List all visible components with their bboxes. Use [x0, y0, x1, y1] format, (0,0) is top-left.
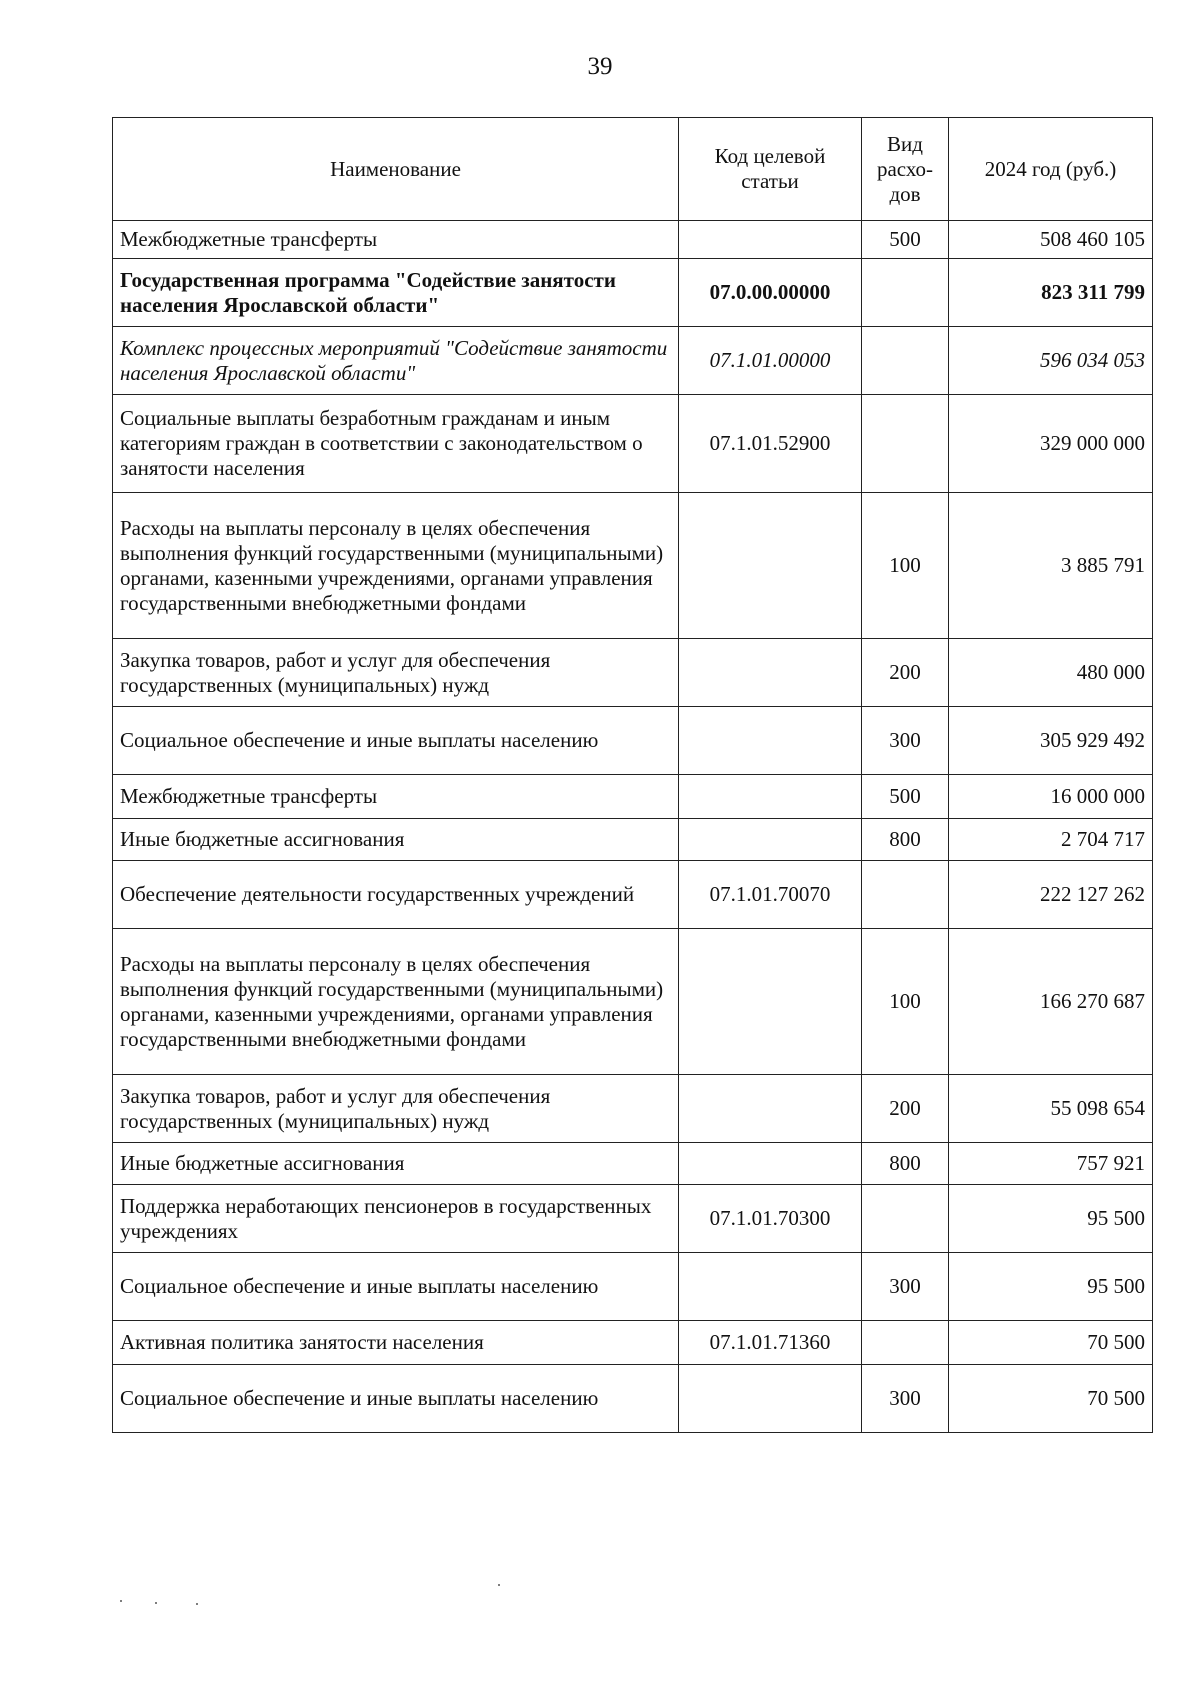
row-name-cell: Межбюджетные трансферты [113, 221, 679, 259]
row-amount-cell: 70 500 [949, 1321, 1153, 1365]
row-type-cell: 300 [862, 1365, 949, 1433]
row-name-cell: Иные бюджетные ассигнования [113, 819, 679, 861]
table-body [113, 221, 1153, 1433]
table-row [113, 639, 1153, 707]
row-amount-cell: 16 000 000 [949, 775, 1153, 819]
table-row [113, 1075, 1153, 1143]
row-type-cell: 500 [862, 775, 949, 819]
row-amount-cell: 757 921 [949, 1143, 1153, 1185]
table-row [113, 929, 1153, 1075]
row-amount-cell: 823 311 799 [949, 259, 1153, 327]
scan-specks [0, 1594, 1200, 1614]
row-amount-cell: 70 500 [949, 1365, 1153, 1433]
row-code-cell [679, 929, 862, 1075]
table-row [113, 1365, 1153, 1433]
row-name-cell: Активная политика занятости населения [113, 1321, 679, 1365]
table-row [113, 221, 1153, 259]
table-row [113, 1321, 1153, 1365]
table-row [113, 395, 1153, 493]
row-code-cell [679, 707, 862, 775]
row-type-cell: 300 [862, 707, 949, 775]
row-code-cell [679, 1075, 862, 1143]
row-code-cell: 07.1.01.00000 [679, 327, 862, 395]
row-name-cell: Иные бюджетные ассигнования [113, 1143, 679, 1185]
row-code-cell [679, 1365, 862, 1433]
table-header-row [113, 118, 1153, 221]
row-code-cell [679, 639, 862, 707]
row-code-cell: 07.0.00.00000 [679, 259, 862, 327]
header-code: Код целевой статьи [679, 118, 862, 221]
table-row [113, 327, 1153, 395]
row-type-cell: 300 [862, 1253, 949, 1321]
row-code-cell: 07.1.01.52900 [679, 395, 862, 493]
row-amount-cell: 480 000 [949, 639, 1153, 707]
row-name-cell: Межбюджетные трансферты [113, 775, 679, 819]
table-row [113, 1253, 1153, 1321]
row-amount-cell: 329 000 000 [949, 395, 1153, 493]
row-name-cell: Закупка товаров, работ и услуг для обеспечения государственных (муниципальных) нужд [113, 639, 679, 707]
row-code-cell: 07.1.01.71360 [679, 1321, 862, 1365]
row-name-cell: Государственная программа "Содействие занятости населения Ярославской области" [113, 259, 679, 327]
row-code-cell [679, 1143, 862, 1185]
row-name-cell: Обеспечение деятельности государственных учреждений [113, 861, 679, 929]
row-amount-cell: 166 270 687 [949, 929, 1153, 1075]
row-amount-cell: 222 127 262 [949, 861, 1153, 929]
row-amount-cell: 2 704 717 [949, 819, 1153, 861]
row-name-cell: Поддержка неработающих пенсионеров в государственных учреждениях [113, 1185, 679, 1253]
row-type-cell: 100 [862, 929, 949, 1075]
table-row [113, 707, 1153, 775]
row-name-cell: Социальное обеспечение и иные выплаты населению [113, 1365, 679, 1433]
row-name-cell: Расходы на выплаты персоналу в целях обеспечения выполнения функций государственными (муниципальными) органами, казенными учреждениями, органами управления государственными внебюджетными фондами [113, 493, 679, 639]
row-amount-cell: 3 885 791 [949, 493, 1153, 639]
row-name-cell: Социальное обеспечение и иные выплаты населению [113, 1253, 679, 1321]
row-type-cell [862, 1321, 949, 1365]
row-name-cell: Расходы на выплаты персоналу в целях обеспечения выполнения функций государственными (муниципальными) органами, казенными учреждениями, органами управления государственными внебюджетными фондами [113, 929, 679, 1075]
row-type-cell [862, 1185, 949, 1253]
row-type-cell: 800 [862, 1143, 949, 1185]
row-type-cell [862, 327, 949, 395]
row-type-cell: 200 [862, 1075, 949, 1143]
row-code-cell [679, 819, 862, 861]
row-code-cell [679, 493, 862, 639]
page-number: 39 [587, 53, 613, 80]
row-type-cell [862, 861, 949, 929]
row-amount-cell: 95 500 [949, 1253, 1153, 1321]
row-amount-cell: 55 098 654 [949, 1075, 1153, 1143]
row-type-cell: 500 [862, 221, 949, 259]
row-amount-cell: 95 500 [949, 1185, 1153, 1253]
table-row [113, 493, 1153, 639]
row-amount-cell: 508 460 105 [949, 221, 1153, 259]
table-row [113, 259, 1153, 327]
row-amount-cell: 596 034 053 [949, 327, 1153, 395]
row-code-cell [679, 775, 862, 819]
header-amount: 2024 год (руб.) [949, 118, 1153, 221]
row-name-cell: Социальное обеспечение и иные выплаты населению [113, 707, 679, 775]
row-type-cell: 100 [862, 493, 949, 639]
row-type-cell: 800 [862, 819, 949, 861]
row-amount-cell: 305 929 492 [949, 707, 1153, 775]
table-row [113, 775, 1153, 819]
header-name: Наименование [113, 118, 679, 221]
table-row [113, 819, 1153, 861]
row-type-cell [862, 259, 949, 327]
budget-table [112, 117, 1153, 1433]
table-row [113, 1185, 1153, 1253]
row-type-cell: 200 [862, 639, 949, 707]
row-name-cell: Закупка товаров, работ и услуг для обеспечения государственных (муниципальных) нужд [113, 1075, 679, 1143]
row-type-cell [862, 395, 949, 493]
table-row [113, 861, 1153, 929]
row-name-cell: Комплекс процессных мероприятий "Содействие занятости населения Ярославской области" [113, 327, 679, 395]
row-code-cell [679, 221, 862, 259]
row-name-cell: Социальные выплаты безработным гражданам и иным категориям граждан в соответствии с законодательством о занятости населения [113, 395, 679, 493]
table-row [113, 1143, 1153, 1185]
header-type: Вид расхо-дов [862, 118, 949, 221]
row-code-cell: 07.1.01.70300 [679, 1185, 862, 1253]
row-code-cell [679, 1253, 862, 1321]
row-code-cell: 07.1.01.70070 [679, 861, 862, 929]
